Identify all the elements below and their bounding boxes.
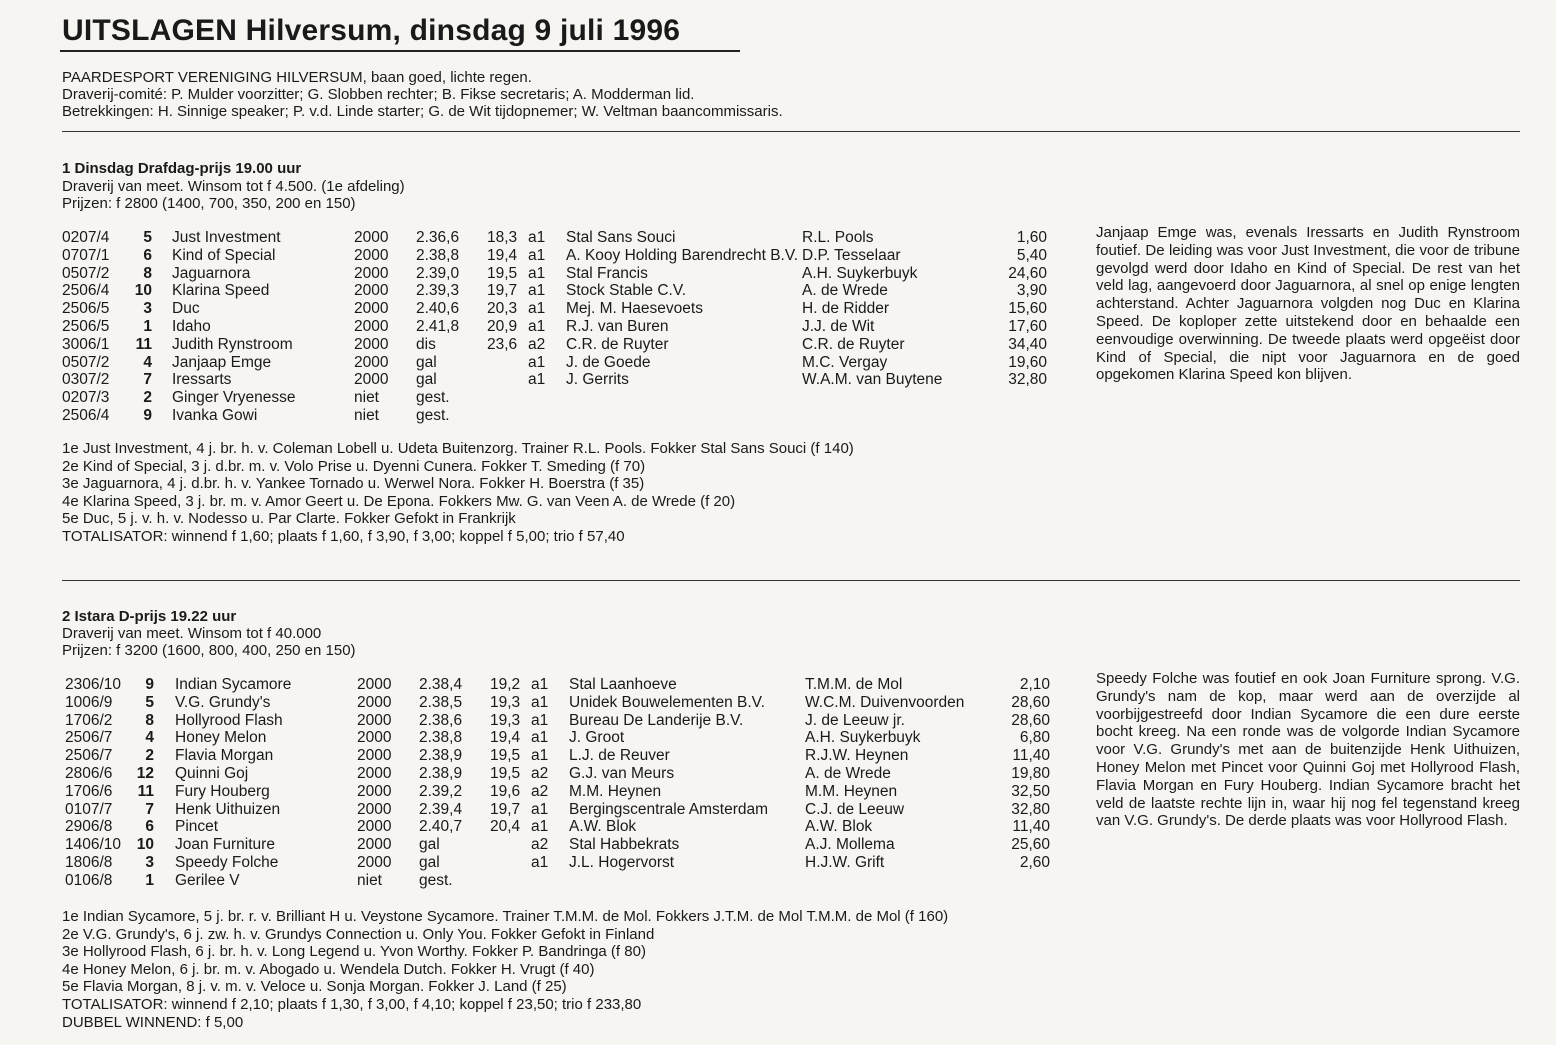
cell-time: 2.38,4 <box>419 676 463 693</box>
cell-dist: 2000 <box>354 335 389 353</box>
cell-cls: a1 <box>531 818 549 836</box>
cell-spd: 19,3 <box>490 693 521 711</box>
cell-code: 0107/7 <box>65 800 113 818</box>
cell-name: Henk Uithuizen <box>175 800 281 818</box>
cell-spd: 20,9 <box>487 317 518 335</box>
race-placings <box>62 908 948 1031</box>
cell-name: V.G. Grundy's <box>175 693 271 711</box>
cell-owner: Unidek Bouwelementen B.V. <box>569 693 765 711</box>
cell-driver: D.P. Tesselaar <box>802 246 901 264</box>
cell-code: 3006/1 <box>62 335 110 353</box>
cell-code: 0507/2 <box>62 264 110 282</box>
cell-owner: G.J. van Meurs <box>569 764 675 782</box>
cell-num: 7 <box>145 800 154 818</box>
cell-name: Iressarts <box>172 371 232 389</box>
cell-cls: a2 <box>528 335 546 353</box>
meeting-header <box>62 69 783 120</box>
cell-dist: 2000 <box>357 676 392 693</box>
cell-driver: H. de Ridder <box>802 300 890 318</box>
race-commentary: Speedy Folche was foutief en ook Joan Furniture sprong. V.G. Grundy's nam de kop, maar werd aan de overzijde al voorbijgestreefd door Indian Sycamore die een dure eerste bocht kreeg. Na een ronde was de volgorde Indian Sycamore voor V.G. Grundy's met aan de buitenzijde Henk Uithuizen, Honey Melon met Pincet voor Quinni Goj met Hollyrood Flash, Flavia Morgan en Fury Houberg. Indian Sycamore bracht het veld de laatste rechte lijn in, waar hij nog fel tegenstand kreeg van V.G. Grundy's. De derde plaats was voor Hollyrood Flash. <box>1096 670 1520 830</box>
cell-time: gal <box>416 353 437 371</box>
cell-owner: R.J. van Buren <box>566 317 669 335</box>
cell-spd: 19,7 <box>487 282 518 300</box>
cell-owner: Bureau De Landerije B.V. <box>569 711 744 729</box>
cell-driver: H.J.W. Grift <box>805 853 885 871</box>
cell-cls: a2 <box>531 836 549 854</box>
cell-spd: 19,7 <box>490 800 521 818</box>
cell-dist: 2000 <box>354 317 389 335</box>
placing-line: 4e Honey Melon, 6 j. br. m. v. Abogado u. Wendela Dutch. Fokker H. Vrugt (f 40) <box>62 960 595 978</box>
cell-owner: M.M. Heynen <box>569 782 662 800</box>
cell-spd: 19,5 <box>490 764 521 782</box>
cell-code: 2806/6 <box>65 764 113 782</box>
cell-odds: 11,40 <box>1012 818 1050 836</box>
cell-dist: 2000 <box>357 836 392 854</box>
cell-dist: 2000 <box>357 693 392 711</box>
cell-spd: 19,2 <box>490 676 521 693</box>
cell-cls: a1 <box>528 317 546 335</box>
cell-dist: 2000 <box>354 264 389 282</box>
cell-driver: W.C.M. Duivenvoorden <box>805 693 965 711</box>
cell-num: 9 <box>143 406 152 424</box>
cell-driver: C.J. de Leeuw <box>805 800 905 818</box>
cell-time: 2.39,4 <box>419 800 463 818</box>
cell-dist: niet <box>354 406 379 424</box>
cell-odds: 25,60 <box>1011 836 1050 854</box>
cell-code: 1706/2 <box>65 711 113 729</box>
cell-code: 1806/8 <box>65 853 113 871</box>
cell-code: 0207/4 <box>62 229 110 246</box>
cell-code: 2506/5 <box>62 317 110 335</box>
cell-time: 2.40,7 <box>419 818 463 836</box>
cell-dist: 2000 <box>357 729 392 747</box>
placing-line: 1e Just Investment, 4 j. br. h. v. Coleman Lobell u. Udeta Buitenzorg. Trainer R.L. Pools. Fokker Stal Sans Souci (f 140) <box>62 440 854 457</box>
cell-spd: 19,5 <box>487 264 518 282</box>
cell-driver: C.R. de Ruyter <box>802 335 905 353</box>
cell-code: 0307/2 <box>62 371 110 389</box>
cell-num: 1 <box>145 871 154 889</box>
cell-dist: 2000 <box>357 853 392 871</box>
cell-num: 2 <box>145 747 154 765</box>
section-divider <box>62 580 1520 581</box>
cell-name: Joan Furniture <box>175 836 275 854</box>
cell-dist: 2000 <box>357 764 392 782</box>
cell-odds: 34,40 <box>1008 335 1047 353</box>
cell-name: Janjaap Emge <box>172 353 272 371</box>
cell-code: 2306/10 <box>65 676 122 693</box>
cell-name: Ivanka Gowi <box>172 406 258 424</box>
cell-driver: A. de Wrede <box>805 764 891 782</box>
cell-driver: M.M. Heynen <box>805 782 898 800</box>
race-conditions <box>62 178 405 212</box>
cell-dist: 2000 <box>357 782 392 800</box>
cell-driver: A. de Wrede <box>802 282 888 300</box>
cell-owner: Mej. M. Haesevoets <box>566 300 703 318</box>
race-condition-line: Prijzen: f 3200 (1600, 800, 400, 250 en 150) <box>62 642 356 659</box>
cell-spd: 18,3 <box>487 229 518 246</box>
cell-cls: a1 <box>531 676 549 693</box>
cell-num: 10 <box>136 836 154 854</box>
header-line: PAARDESPORT VERENIGING HILVERSUM, baan goed, lichte regen. <box>62 69 532 86</box>
cell-code: 2506/4 <box>62 406 110 424</box>
cell-num: 3 <box>145 853 154 871</box>
cell-time: 2.38,8 <box>419 729 463 747</box>
cell-dist: 2000 <box>354 229 389 246</box>
cell-name: Quinni Goj <box>175 764 249 782</box>
cell-name: Hollyrood Flash <box>175 711 283 729</box>
cell-cls: a1 <box>531 853 549 871</box>
cell-num: 11 <box>137 782 154 800</box>
cell-code: 2506/5 <box>62 300 110 318</box>
cell-code: 2506/4 <box>62 282 110 300</box>
cell-odds: 2,60 <box>1019 853 1050 871</box>
cell-name: Judith Rynstroom <box>172 335 293 353</box>
cell-owner: A. Kooy Holding Barendrecht B.V. <box>566 246 799 264</box>
cell-dist: 2000 <box>357 818 392 836</box>
race-title: 1 Dinsdag Drafdag-prijs 19.00 uur <box>62 160 302 177</box>
cell-num: 6 <box>145 818 154 836</box>
cell-name: Klarina Speed <box>172 282 270 300</box>
cell-dist: 2000 <box>357 747 392 765</box>
cell-cls: a1 <box>531 747 549 765</box>
cell-odds: 2,10 <box>1019 676 1050 693</box>
cell-time: 2.38,6 <box>419 711 463 729</box>
placing-line: 3e Jaguarnora, 4 j. d.br. h. v. Yankee Tornado u. Werwel Nora. Fokker H. Boerstra (f 35) <box>62 475 645 493</box>
cell-spd: 19,4 <box>487 246 518 264</box>
cell-name: Gerilee V <box>175 871 240 889</box>
cell-owner: A.W. Blok <box>569 818 637 836</box>
cell-num: 4 <box>143 353 152 371</box>
cell-driver: J.J. de Wit <box>802 317 875 335</box>
cell-num: 7 <box>143 371 152 389</box>
cell-code: 1706/6 <box>65 782 113 800</box>
cell-owner: C.R. de Ruyter <box>566 335 669 353</box>
cell-cls: a1 <box>528 246 546 264</box>
cell-owner: Stal Francis <box>566 264 648 282</box>
cell-cls: a1 <box>531 800 549 818</box>
cell-odds: 32,80 <box>1008 371 1047 389</box>
cell-time: 2.38,9 <box>419 764 463 782</box>
cell-time: 2.38,9 <box>419 747 463 765</box>
cell-driver: W.A.M. van Buytene <box>802 371 943 389</box>
cell-dist: niet <box>357 871 382 889</box>
header-line: Betrekkingen: H. Sinnige speaker; P. v.d. Linde starter; G. de Wit tijdopnemer; W. Veltman baancommissaris. <box>62 103 783 120</box>
cell-driver: A.J. Mollema <box>805 836 895 854</box>
cell-odds: 15,60 <box>1008 300 1047 318</box>
cell-code: 0207/3 <box>62 389 110 407</box>
race-conditions <box>62 625 356 659</box>
placing-line: 3e Hollyrood Flash, 6 j. br. h. v. Long Legend u. Yvon Worthy. Fokker P. Bandringa (f 80) <box>62 943 646 961</box>
cell-cls: a1 <box>528 229 546 246</box>
cell-odds: 24,60 <box>1008 264 1047 282</box>
cell-spd: 20,3 <box>487 300 518 318</box>
cell-cls: a1 <box>528 264 546 282</box>
cell-cls: a1 <box>531 693 549 711</box>
race-placings <box>62 440 854 546</box>
cell-odds: 3,90 <box>1016 282 1047 300</box>
cell-dist: 2000 <box>354 282 389 300</box>
cell-name: Idaho <box>172 317 211 335</box>
cell-odds: 19,80 <box>1011 764 1050 782</box>
cell-num: 1 <box>143 317 152 335</box>
cell-code: 1406/10 <box>65 836 122 854</box>
cell-time: 2.38,8 <box>416 246 460 264</box>
cell-code: 1006/9 <box>65 693 113 711</box>
cell-time: dis <box>416 335 436 353</box>
race-commentary: Janjaap Emge was, evenals Iressarts en Judith Rynstroom foutief. De leiding was voor Just Investment, die voor de tribune gevolgd werd door Idaho en Kind of Special. De rest van het veld lag, aangevoerd door Jaguarnora, al snel op enige lengten achterstand. Achter Jaguarnora volgden nog Duc en Klarina Speed. De koploper zette uitstekend door en behaalde een eenvoudige overwinning. De tweede plaats werd opgeëist door Kind of Special, die nipt voor Jaguarnora en de goed opgekomen Klarina Speed kon blijven. <box>1096 224 1520 384</box>
placing-line: 2e Kind of Special, 3 j. d.br. m. v. Volo Prise u. Dyenni Cunera. Fokker T. Smeding (f 70) <box>62 457 646 475</box>
cell-name: Flavia Morgan <box>175 747 274 765</box>
cell-cls: a2 <box>531 782 549 800</box>
cell-owner: L.J. de Reuver <box>569 747 670 765</box>
title-underline <box>60 50 740 52</box>
cell-time: 2.41,8 <box>416 317 460 335</box>
cell-name: Pincet <box>175 818 219 836</box>
cell-time: gest. <box>416 389 450 407</box>
cell-spd: 19,6 <box>490 782 521 800</box>
cell-dist: 2000 <box>354 246 389 264</box>
cell-name: Duc <box>172 300 200 318</box>
placing-line: 4e Klarina Speed, 3 j. br. m. v. Amor Geert u. De Epona. Fokkers Mw. G. van Veen A. de Wrede (f 20) <box>62 492 736 510</box>
race-condition-line: Prijzen: f 2800 (1400, 700, 350, 200 en 150) <box>62 195 356 212</box>
cell-dist: 2000 <box>354 371 389 389</box>
cell-odds: 28,60 <box>1011 693 1050 711</box>
cell-odds: 1,60 <box>1016 229 1047 246</box>
cell-code: 2506/7 <box>65 729 113 747</box>
cell-owner: J. Gerrits <box>566 371 629 389</box>
cell-dist: 2000 <box>357 800 392 818</box>
placing-line: TOTALISATOR: winnend f 1,60; plaats f 1,60, f 3,90, f 3,00; koppel f 5,00; trio f 57,40 <box>62 527 625 545</box>
cell-num: 8 <box>145 711 154 729</box>
cell-cls: a1 <box>528 353 546 371</box>
cell-name: Indian Sycamore <box>175 676 292 693</box>
cell-name: Ginger Vryenesse <box>172 389 296 407</box>
cell-code: 2906/8 <box>65 818 113 836</box>
cell-cls: a1 <box>531 729 549 747</box>
cell-dist: niet <box>354 389 379 407</box>
cell-time: gest. <box>416 406 450 424</box>
cell-odds: 5,40 <box>1016 246 1047 264</box>
cell-odds: 19,60 <box>1008 353 1047 371</box>
cell-cls: a1 <box>528 300 546 318</box>
cell-driver: A.H. Suykerbuyk <box>805 729 921 747</box>
cell-cls: a2 <box>531 764 549 782</box>
cell-time: 2.39,3 <box>416 282 460 300</box>
race-title: 2 Istara D-prijs 19.22 uur <box>62 608 237 625</box>
cell-cls: a1 <box>528 282 546 300</box>
cell-owner: Stal Laanhoeve <box>569 676 677 693</box>
cell-odds: 17,60 <box>1008 317 1047 335</box>
cell-cls: a1 <box>531 711 549 729</box>
cell-owner: J.L. Hogervorst <box>569 853 675 871</box>
cell-spd: 19,4 <box>490 729 521 747</box>
cell-cls: a1 <box>528 371 546 389</box>
cell-time: 2.38,5 <box>419 693 463 711</box>
cell-time: 2.36,6 <box>416 229 460 246</box>
cell-driver: J. de Leeuw jr. <box>805 711 905 729</box>
cell-time: 2.39,2 <box>419 782 463 800</box>
cell-code: 0106/8 <box>65 871 113 889</box>
cell-owner: J. Groot <box>569 729 625 747</box>
cell-driver: T.M.M. de Mol <box>805 676 903 693</box>
cell-driver: R.J.W. Heynen <box>805 747 909 765</box>
placing-line: 5e Duc, 5 j. v. h. v. Nodesso u. Par Clarte. Fokker Gefokt in Frankrijk <box>62 510 516 528</box>
cell-time: 2.39,0 <box>416 264 460 282</box>
cell-dist: 2000 <box>354 353 389 371</box>
cell-num: 12 <box>136 764 154 782</box>
cell-num: 8 <box>143 264 152 282</box>
cell-owner: Bergingscentrale Amsterdam <box>569 800 769 818</box>
cell-spd: 20,4 <box>490 818 521 836</box>
cell-odds: 32,80 <box>1011 800 1050 818</box>
cell-spd: 23,6 <box>487 335 518 353</box>
cell-num: 3 <box>143 300 152 318</box>
cell-driver: A.W. Blok <box>805 818 873 836</box>
cell-spd: 19,5 <box>490 747 521 765</box>
cell-driver: R.L. Pools <box>802 229 874 246</box>
race-condition-line: Draverij van meet. Winsom tot f 40.000 <box>62 625 322 642</box>
cell-time: 2.40,6 <box>416 300 460 318</box>
cell-num: 11 <box>135 335 152 353</box>
cell-time: gal <box>419 853 440 871</box>
cell-num: 5 <box>145 693 154 711</box>
cell-num: 4 <box>145 729 154 747</box>
cell-owner: Stal Habbekrats <box>569 836 680 854</box>
cell-num: 6 <box>143 246 152 264</box>
cell-name: Kind of Special <box>172 246 276 264</box>
cell-num: 2 <box>143 389 152 407</box>
cell-code: 2506/7 <box>65 747 113 765</box>
cell-num: 9 <box>145 676 154 693</box>
page-title: UITSLAGEN Hilversum, dinsdag 9 juli 1996 <box>62 14 681 47</box>
placing-line: TOTALISATOR: winnend f 2,10; plaats f 1,30, f 3,00, f 4,10; koppel f 23,50; trio f 233,80 <box>62 995 642 1013</box>
cell-name: Speedy Folche <box>175 853 279 871</box>
cell-name: Just Investment <box>172 229 281 246</box>
race-condition-line: Draverij van meet. Winsom tot f 4.500. (1e afdeling) <box>62 178 405 195</box>
cell-code: 0707/1 <box>62 246 110 264</box>
cell-odds: 32,50 <box>1011 782 1050 800</box>
cell-odds: 11,40 <box>1012 747 1050 765</box>
cell-odds: 28,60 <box>1011 711 1050 729</box>
placing-line: DUBBEL WINNEND: f 5,00 <box>62 1013 244 1031</box>
cell-time: gal <box>419 836 440 854</box>
section-divider <box>62 131 1520 132</box>
cell-code: 0507/2 <box>62 353 110 371</box>
cell-spd: 19,3 <box>490 711 521 729</box>
cell-odds: 6,80 <box>1019 729 1050 747</box>
cell-num: 10 <box>134 282 152 300</box>
placing-line: 1e Indian Sycamore, 5 j. br. r. v. Brilliant H u. Veystone Sycamore. Trainer T.M.M. de Mol. Fokkers J.T.M. de Mol T.M.M. de Mol (f 160) <box>62 908 949 925</box>
cell-name: Fury Houberg <box>175 782 270 800</box>
cell-dist: 2000 <box>354 300 389 318</box>
cell-driver: A.H. Suykerbuyk <box>802 264 918 282</box>
cell-time: gest. <box>419 871 453 889</box>
cell-name: Honey Melon <box>175 729 267 747</box>
placing-line: 2e V.G. Grundy's, 6 j. zw. h. v. Grundys Connection u. Only You. Fokker Gefokt in Finland <box>62 925 655 943</box>
placing-line: 5e Flavia Morgan, 8 j. v. m. v. Veloce u. Sonja Morgan. Fokker J. Land (f 25) <box>62 978 567 996</box>
cell-driver: M.C. Vergay <box>802 353 888 371</box>
cell-owner: J. de Goede <box>566 353 651 371</box>
cell-time: gal <box>416 371 437 389</box>
header-line: Draverij-comité: P. Mulder voorzitter; G. Slobben rechter; B. Fikse secretaris; A. Modderman lid. <box>62 86 695 103</box>
cell-num: 5 <box>143 229 152 246</box>
cell-owner: Stock Stable C.V. <box>566 282 687 300</box>
cell-owner: Stal Sans Souci <box>566 229 676 246</box>
cell-name: Jaguarnora <box>172 264 251 282</box>
cell-dist: 2000 <box>357 711 392 729</box>
